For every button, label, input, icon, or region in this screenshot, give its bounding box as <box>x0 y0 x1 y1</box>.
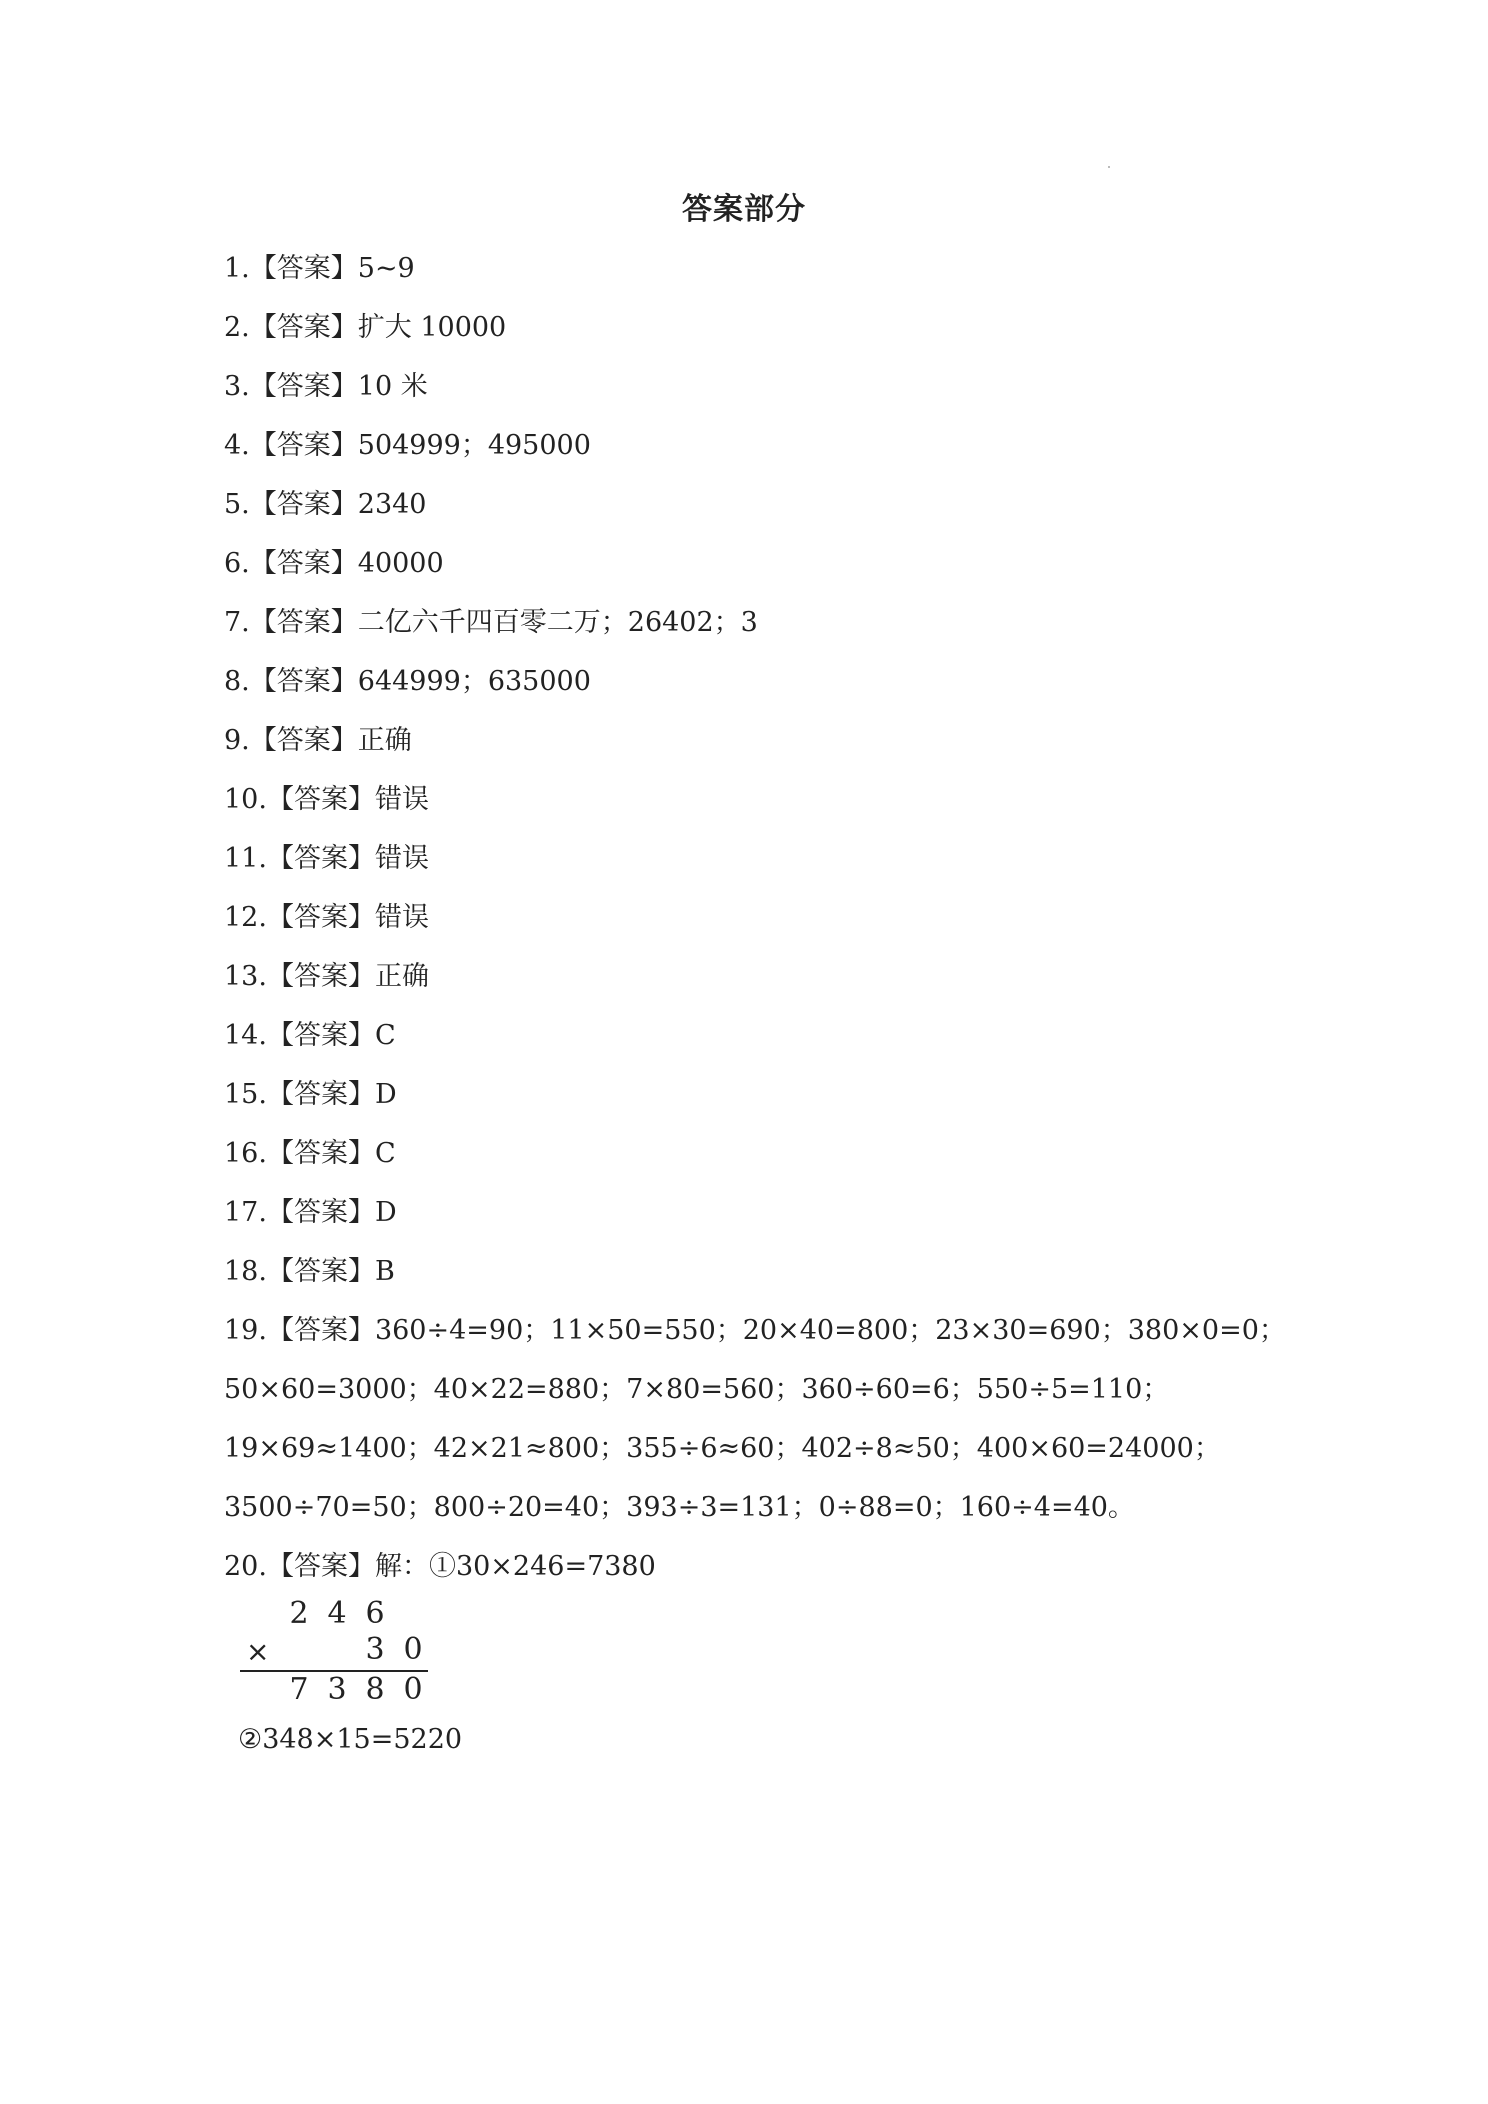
answer-line-7: 7.【答案】二亿六千四百零二万；26402；3 <box>224 607 758 638</box>
answer-line-2: 2.【答案】扩大 10000 <box>224 312 507 343</box>
multiplicand-digit: 4 <box>327 1596 347 1631</box>
multiplier-digit: 0 <box>403 1632 423 1667</box>
answer-line-19: 19.【答案】360÷4=90；11×50=550；20×40=800；23×30=690；380×0=0； <box>224 1315 1286 1346</box>
multiplicand-digit: 2 <box>289 1596 309 1631</box>
multiply-sign: × <box>246 1635 270 1668</box>
answer-line-1: 1.【答案】5~9 <box>224 253 415 284</box>
answer-line-17: 17.【答案】D <box>224 1197 397 1228</box>
multiplier-digit: 3 <box>365 1632 385 1667</box>
answer-line-4: 4.【答案】504999；495000 <box>224 430 591 461</box>
scan-speck <box>1108 166 1110 168</box>
product-digit: 8 <box>365 1672 385 1707</box>
answer-line-11: 11.【答案】错误 <box>224 843 429 874</box>
multiplicand-digit: 6 <box>365 1596 385 1631</box>
answer-line-14: 14.【答案】C <box>224 1020 396 1051</box>
answer-20-part-2: ②348×15=5220 <box>238 1724 463 1755</box>
answer-line-8: 8.【答案】644999；635000 <box>224 666 591 697</box>
answer-line-13: 13.【答案】正确 <box>224 961 429 992</box>
answer-line-16: 16.【答案】C <box>224 1138 396 1169</box>
answer-19-continuation-2: 19×69≈1400；42×21≈800；355÷6≈60；402÷8≈50；400×60=24000； <box>224 1433 1221 1464</box>
answer-line-6: 6.【答案】40000 <box>224 548 444 579</box>
page-title: 答案部分 <box>682 192 806 227</box>
answer-line-12: 12.【答案】错误 <box>224 902 429 933</box>
product-digit: 0 <box>403 1672 423 1707</box>
answer-line-18: 18.【答案】B <box>224 1256 395 1287</box>
answer-line-20: 20.【答案】解：①30×246=7380 <box>224 1551 656 1582</box>
answer-line-9: 9.【答案】正确 <box>224 725 412 756</box>
product-digit: 7 <box>289 1672 309 1707</box>
answer-line-5: 5.【答案】2340 <box>224 489 427 520</box>
answer-19-continuation-3: 3500÷70=50；800÷20=40；393÷3=131；0÷88=0；160÷4=40。 <box>224 1492 1135 1523</box>
answer-line-3: 3.【答案】10 米 <box>224 371 428 402</box>
answer-line-15: 15.【答案】D <box>224 1079 397 1110</box>
product-digit: 3 <box>327 1672 347 1707</box>
answer-19-continuation-1: 50×60=3000；40×22=880；7×80=560；360÷60=6；550÷5=110； <box>224 1374 1170 1405</box>
answer-line-10: 10.【答案】错误 <box>224 784 429 815</box>
vertical-multiplication <box>240 1596 460 1706</box>
